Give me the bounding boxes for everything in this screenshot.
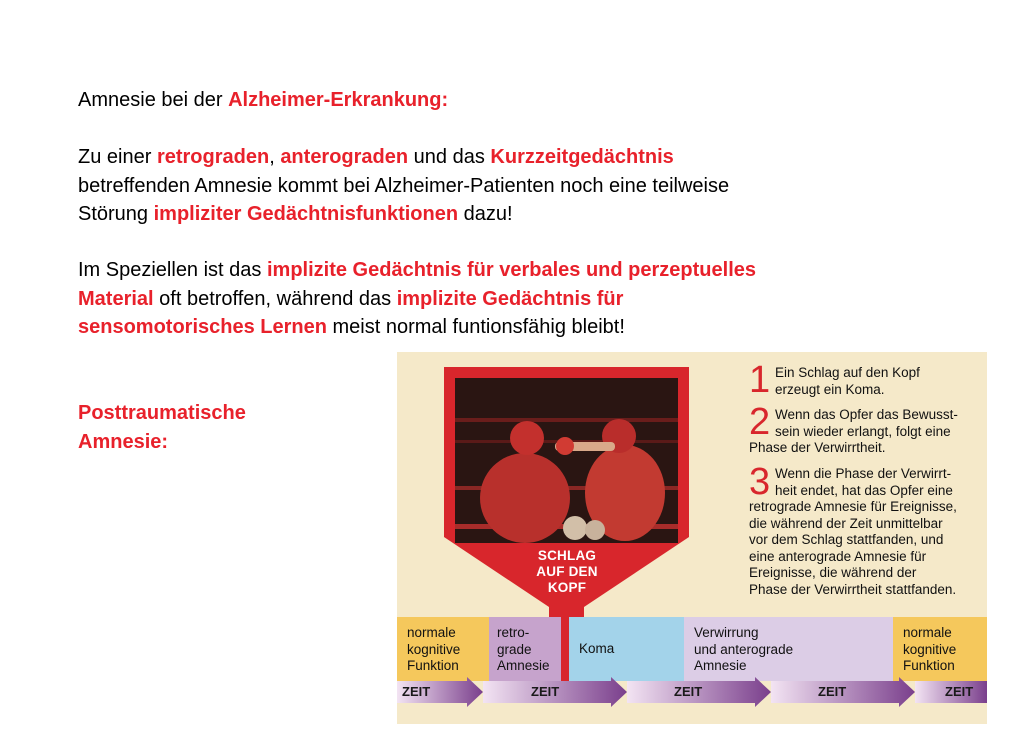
segment-normal-function-after: normale kognitive Funktion — [893, 617, 987, 681]
para2-line1: Im Speziellen ist das implizite Gedächtnis für verbales und perzeptuelles — [78, 259, 756, 281]
step-3-number: 3 — [749, 461, 771, 503]
segment-confusion-anterograde: Verwirrung und anterograde Amnesie — [684, 617, 893, 681]
amnesia-timeline-figure — [397, 352, 987, 724]
paragraph-alzheimer-amnesia — [78, 143, 729, 229]
para1-line1: Zu einer retrograden, anterograden und das Kurzzeitgedächtnis — [78, 146, 674, 168]
zeit-label-4: ZEIT — [818, 684, 847, 699]
zeit-label-3: ZEIT — [674, 684, 703, 699]
step-2-number: 2 — [749, 401, 771, 443]
heading-highlight: Alzheimer-Erkrankung: — [228, 89, 449, 111]
para2-line3: sensomotorisches Lernen meist normal funtionsfähig bleibt! — [78, 316, 625, 338]
segment-normal-function-before: normale kognitive Funktion — [397, 617, 489, 681]
posttraumatic-heading: Posttraumatische Amnesie: — [78, 402, 246, 453]
step-1-number: 1 — [749, 359, 771, 401]
schlag-auf-den-kopf-label: SCHLAG AUF DEN KOPF — [536, 548, 598, 595]
zeit-label-2: ZEIT — [531, 684, 560, 699]
step-3-text-a: Wenn die Phase der Verwirrt- heit endet, hat das Opfer eine — [775, 466, 953, 498]
step-1-text: Ein Schlag auf den Kopf erzeugt ein Koma. — [775, 365, 920, 397]
step-2-text-b: Phase der Verwirrtheit. — [749, 440, 886, 455]
slide-heading — [78, 86, 448, 115]
zeit-label-1: ZEIT — [402, 684, 431, 699]
segment-coma: Koma — [569, 617, 684, 681]
para2-line2: Material oft betroffen, während das implizite Gedächtnis für — [78, 287, 624, 310]
heading-plain: Amnesie bei der — [78, 89, 229, 111]
para1-line2: betreffenden Amnesie kommt bei Alzheimer-Patienten noch eine teilweise — [78, 174, 730, 197]
paragraph-implicit-memory — [78, 256, 756, 342]
segment-retrograde-amnesia: retro- grade Amnesie — [489, 617, 561, 681]
step-2-text-a: Wenn das Opfer das Bewusst- sein wieder erlangt, folgt eine — [775, 407, 958, 439]
impact-marker-line — [561, 615, 569, 685]
zeit-label-5: ZEIT — [945, 684, 974, 699]
step-3-text-b: retrograde Amnesie für Ereignisse, die während der Zeit unmittelbar vor dem Schlag stattfanden, und eine anterograde Amnesie für Ereignisse, die während der Phase der Verwirrtheit stattfanden. — [749, 499, 957, 597]
para1-line3: Störung impliziter Gedächtnisfunktionen dazu! — [78, 203, 513, 225]
time-axis — [397, 677, 987, 707]
boxing-photo — [455, 378, 678, 543]
